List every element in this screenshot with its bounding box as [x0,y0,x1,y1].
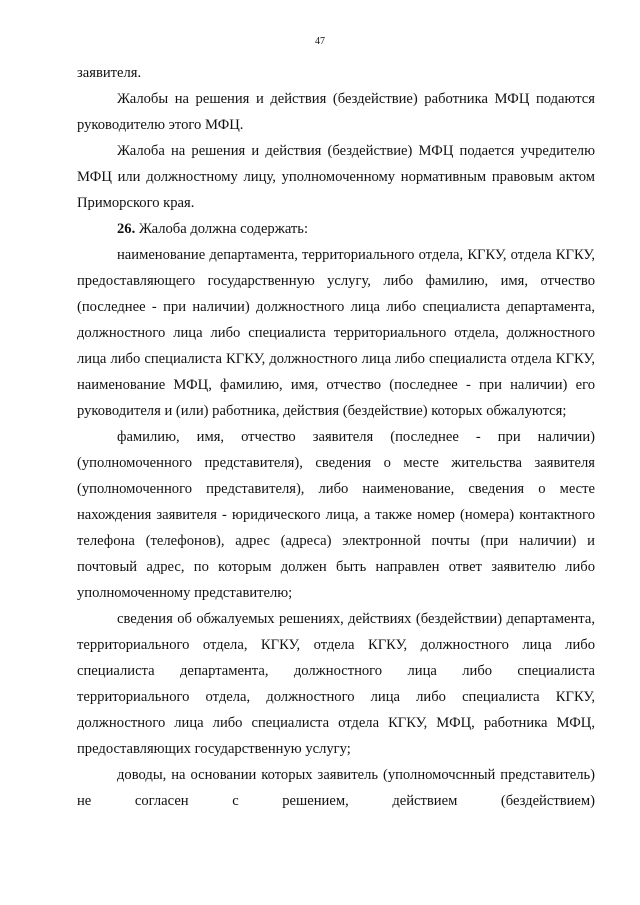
paragraph-item-26 [77,216,595,242]
paragraph-mfc-head-complaint: Жалобы на решения и действия (бездействие) работника МФЦ подаются руководителю этого МФЦ. [77,91,595,133]
page-number: 47 [315,36,325,47]
item-26-text: Жалоба должна содержать: [135,221,309,237]
paragraph-mfc-founder-complaint: Жалоба на решения и действия (бездействие) МФЦ подается учредителю МФЦ или должностному лицу, уполномоченному нормативным правовым актом Приморского края. [77,143,595,211]
document-body [77,60,595,814]
paragraph-appealed-decisions: сведения об обжалуемых решениях, действиях (бездействии) департамента, территориального отдела, КГКУ, отдела КГКУ, должностного лица либо специалиста департамента, должностного лица либо специалиста территориального отдела, должностного лица либо специалиста КГКУ, должностного лица либо специалиста отдела КГКУ, МФЦ, работника МФЦ, предоставляющих государственную услугу; [77,611,595,757]
paragraph-arguments: доводы, на основании которых заявитель (уполномочснный представитель) не согласен с решением, действием (бездействием) [77,767,595,809]
paragraph-applicant-details: фамилию, имя, отчество заявителя (последнее - при наличии) (уполномоченного представителя), сведения о месте жительства заявителя (уполномоченного представителя), либо наименование, сведения о месте нахождения заявителя - юридического лица, а также номер (номера) контактного телефона (телефонов), адрес (адреса) электронной почты (при наличии) и почтовый адрес, по которым должен быть направлен ответ заявителю либо уполномоченному представителю; [77,429,595,601]
item-number: 26. [117,221,136,237]
paragraph-continuation: заявителя. [77,65,142,81]
paragraph-authority-name: наименование департамента, территориального отдела, КГКУ, отдела КГКУ, предоставляющего государственную услугу, либо фамилию, имя, отчество (последнее - при наличии) должностного лица либо специалиста департамента, должностного лица либо специалиста территориального отдела, должностного лица либо специалиста КГКУ, должностного лица либо специалиста отдела КГКУ, наименование МФЦ, фамилию, имя, отчество (последнее - при наличии) его руководителя и (или) работника, действия (бездействие) которых обжалуются; [77,247,595,419]
